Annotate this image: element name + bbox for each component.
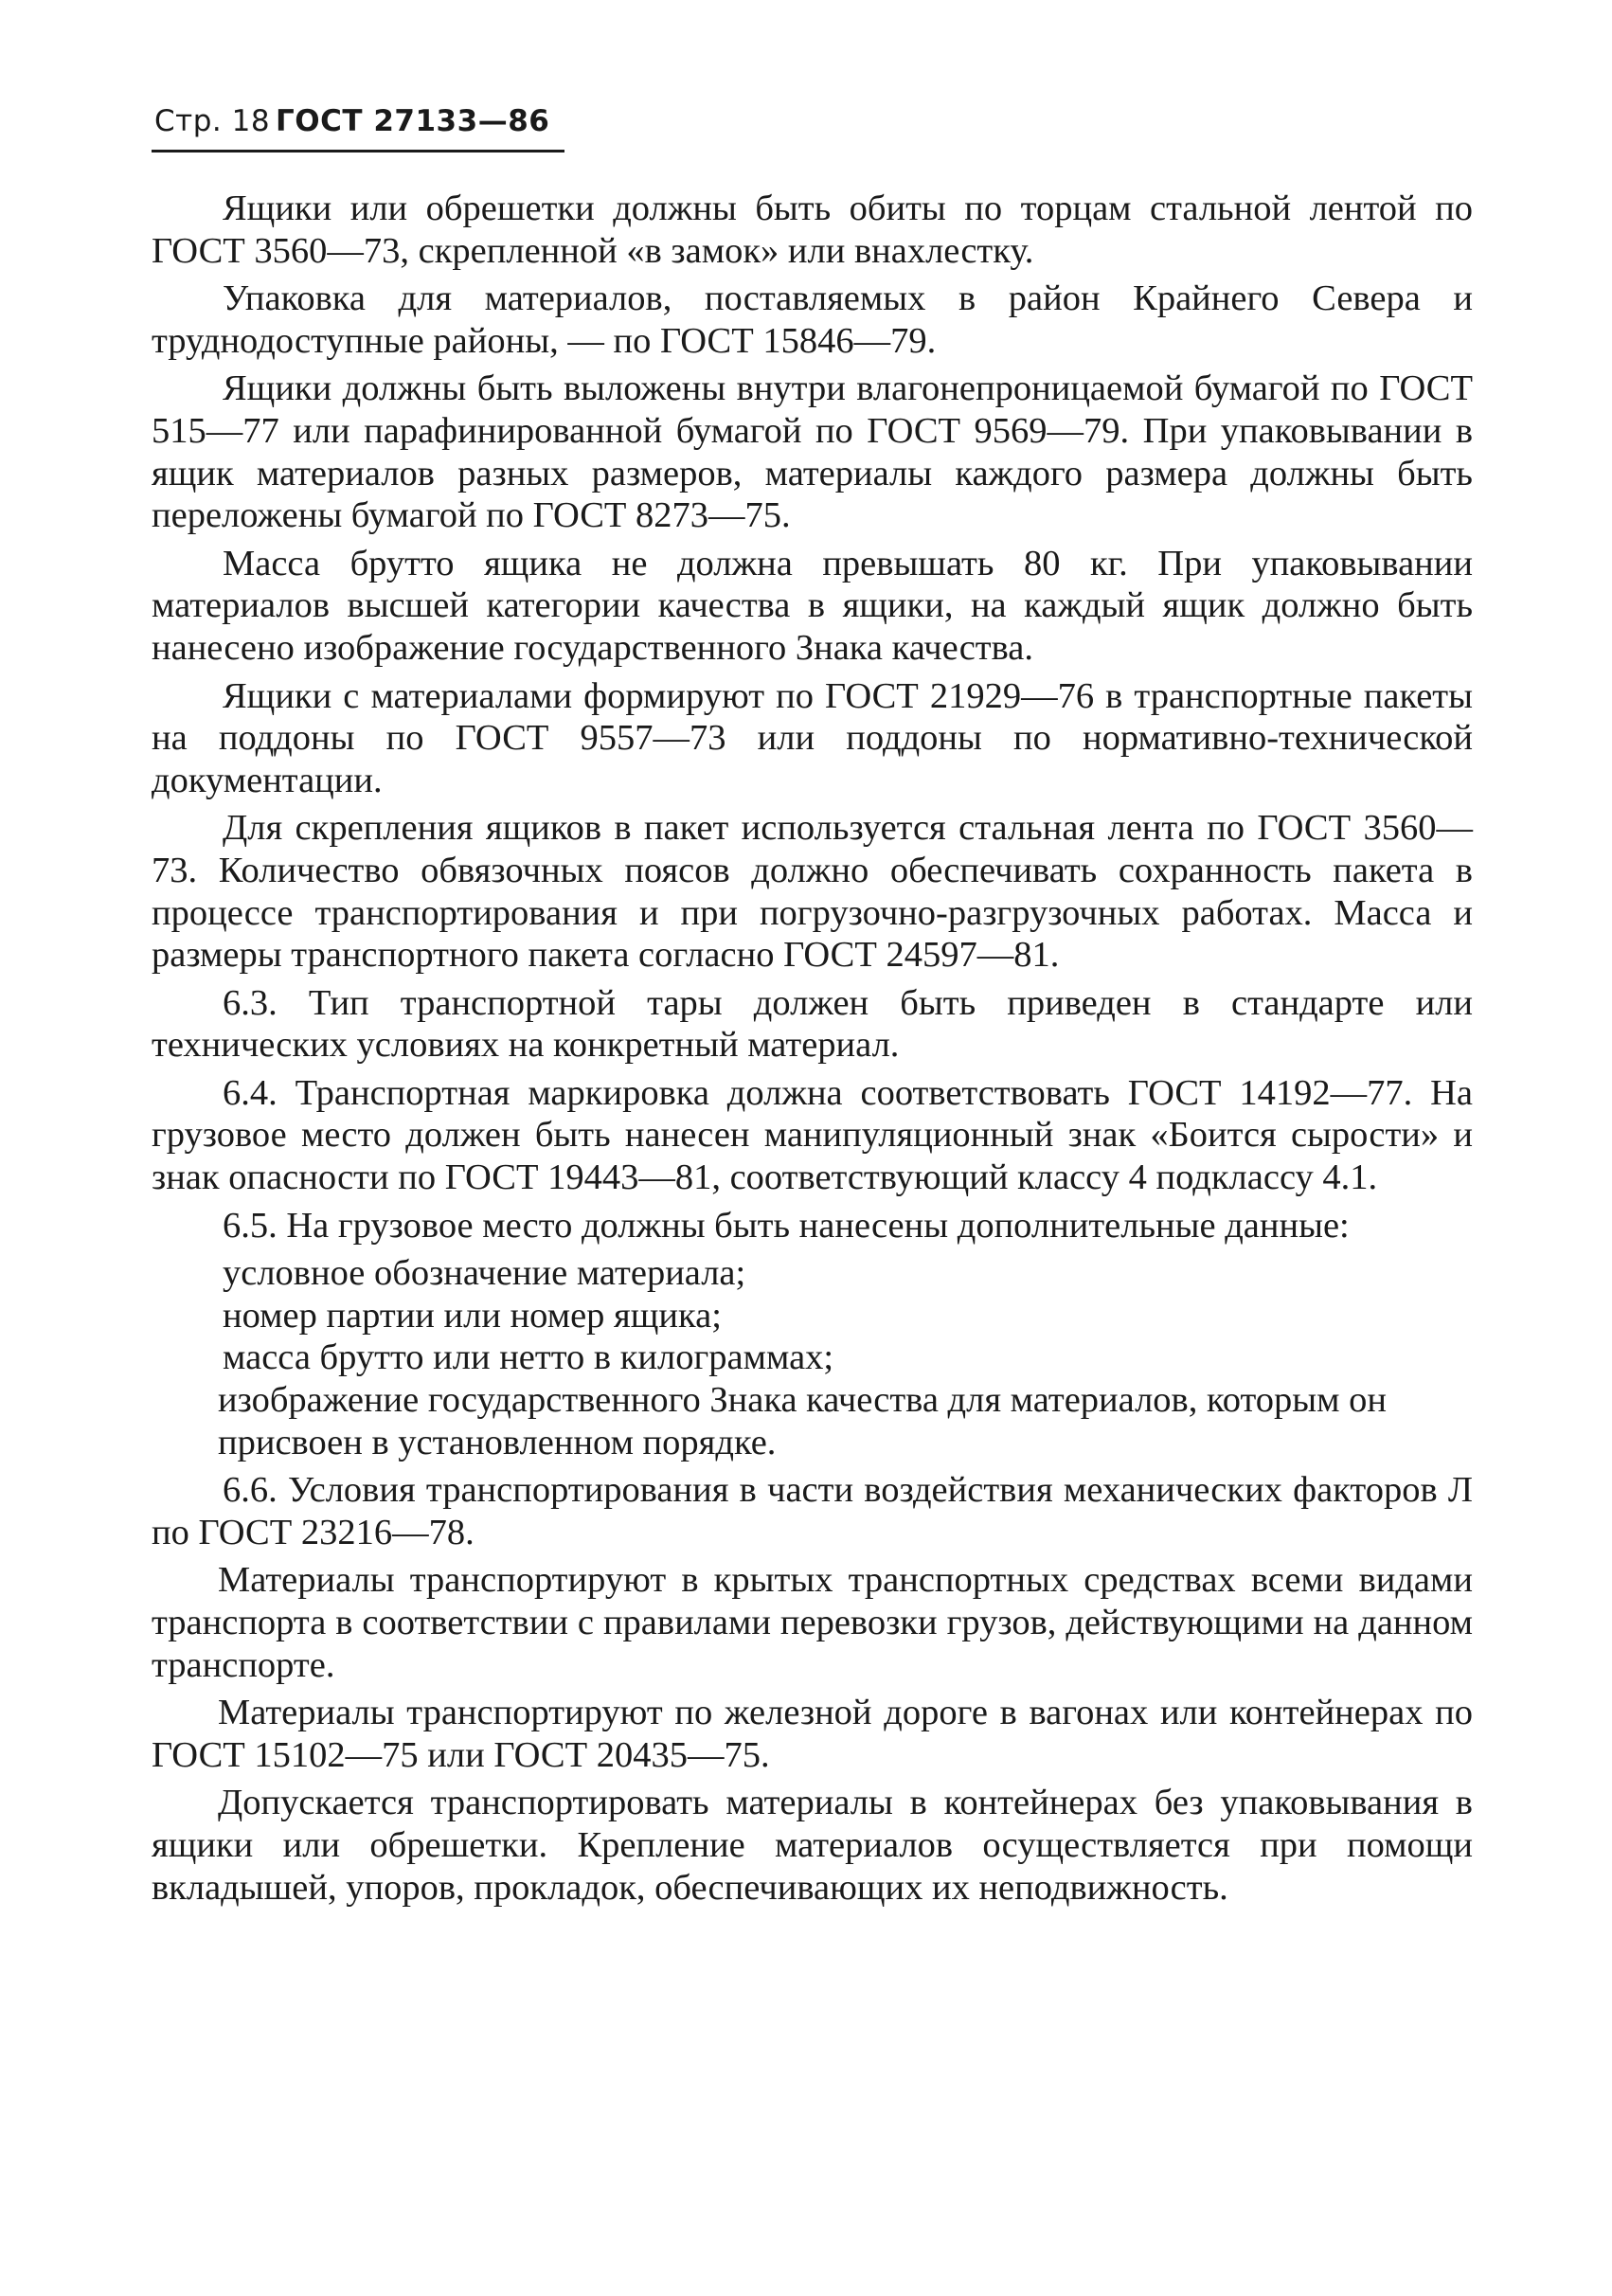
paragraph: Масса брутто ящика не должна превышать 80 кг. При упаковывании материалов высшей категории качества в ящики, на каждый ящик должно быть нанесено изображение государственного Знака качества. bbox=[152, 543, 1473, 668]
paragraph: Для скрепления ящиков в пакет используется стальная лента по ГОСТ 3560—73. Количество обвязочных поясов должно обеспечивать сохранность пакета в процессе транспортирования и при погрузочно-разгрузочных работах. Масса и размеры транспортного пакета согласно ГОСТ 24597—81. bbox=[152, 808, 1473, 976]
paragraph: Ящики должны быть выложены внутри влагонепроницаемой бумагой по ГОСТ 515—77 или парафинированной бумагой по ГОСТ 9569—79. При упаковывании в ящик материалов разных размеров, материалы каждого размера должны быть переложены бумагой по ГОСТ 8273—75. bbox=[152, 368, 1473, 536]
paragraph: Упаковка для материалов, поставляемых в район Крайнего Севера и труднодоступные районы, — по ГОСТ 15846—79. bbox=[152, 278, 1473, 361]
clause-6-3: 6.3. Тип транспортной тары должен быть приведен в стандарте или технических условиях на конкретный материал. bbox=[152, 982, 1473, 1066]
list-item: условное обозначение материала; bbox=[223, 1253, 746, 1294]
clause-6-5: 6.5. На грузовое место должны быть нанесены дополнительные данные: bbox=[223, 1205, 1350, 1246]
paragraph: Ящики с материалами формируют по ГОСТ 21929—76 в транспортные пакеты на поддоны по ГОСТ 9557—73 или поддоны по нормативно-технической документации. bbox=[152, 675, 1473, 800]
paragraph: Материалы транспортируют в крытых транспортных средствах всеми видами транспорта в соответствии с правилами перевозки грузов, действующими на данном транспорте. bbox=[152, 1560, 1473, 1685]
paragraph: Ящики или обрешетки должны быть обиты по торцам стальной лентой по ГОСТ 3560—73, скрепленной «в замок» или внахлестку. bbox=[152, 188, 1473, 271]
document-body bbox=[152, 188, 1473, 1914]
paragraph: Материалы транспортируют по железной дороге в вагонах или контейнерах по ГОСТ 15102—75 или ГОСТ 20435—75. bbox=[152, 1693, 1473, 1775]
list-item-last: изображение государственного Знака качества для материалов, которым он присвоен в установленном порядке. bbox=[218, 1380, 1387, 1462]
list-item: масса брутто или нетто в килограммах; bbox=[223, 1337, 834, 1378]
page-number: Стр. 18 bbox=[154, 104, 271, 138]
standard-designation: ГОСТ 27133—86 bbox=[276, 104, 550, 138]
clause-6-6: 6.6. Условия транспортирования в части воздействия механических факторов Л по ГОСТ 23216—78. bbox=[152, 1470, 1473, 1552]
page-header bbox=[154, 102, 549, 140]
header-rule bbox=[152, 150, 564, 152]
paragraph: Допускается транспортировать материалы в контейнерах без упаковывания в ящики или обрешетки. Крепление материалов осуществляется при помощи вкладышей, упоров, прокладок, обеспечивающих их неподвижность. bbox=[152, 1783, 1473, 1908]
clause-6-4: 6.4. Транспортная маркировка должна соответствовать ГОСТ 14192—77. На грузовое место должен быть нанесен манипуляционный знак «Боится сырости» и знак опасности по ГОСТ 19443—81, соответствующий классу 4 подклассу 4.1. bbox=[152, 1072, 1473, 1198]
list-item: номер партии или номер ящика; bbox=[223, 1295, 722, 1336]
